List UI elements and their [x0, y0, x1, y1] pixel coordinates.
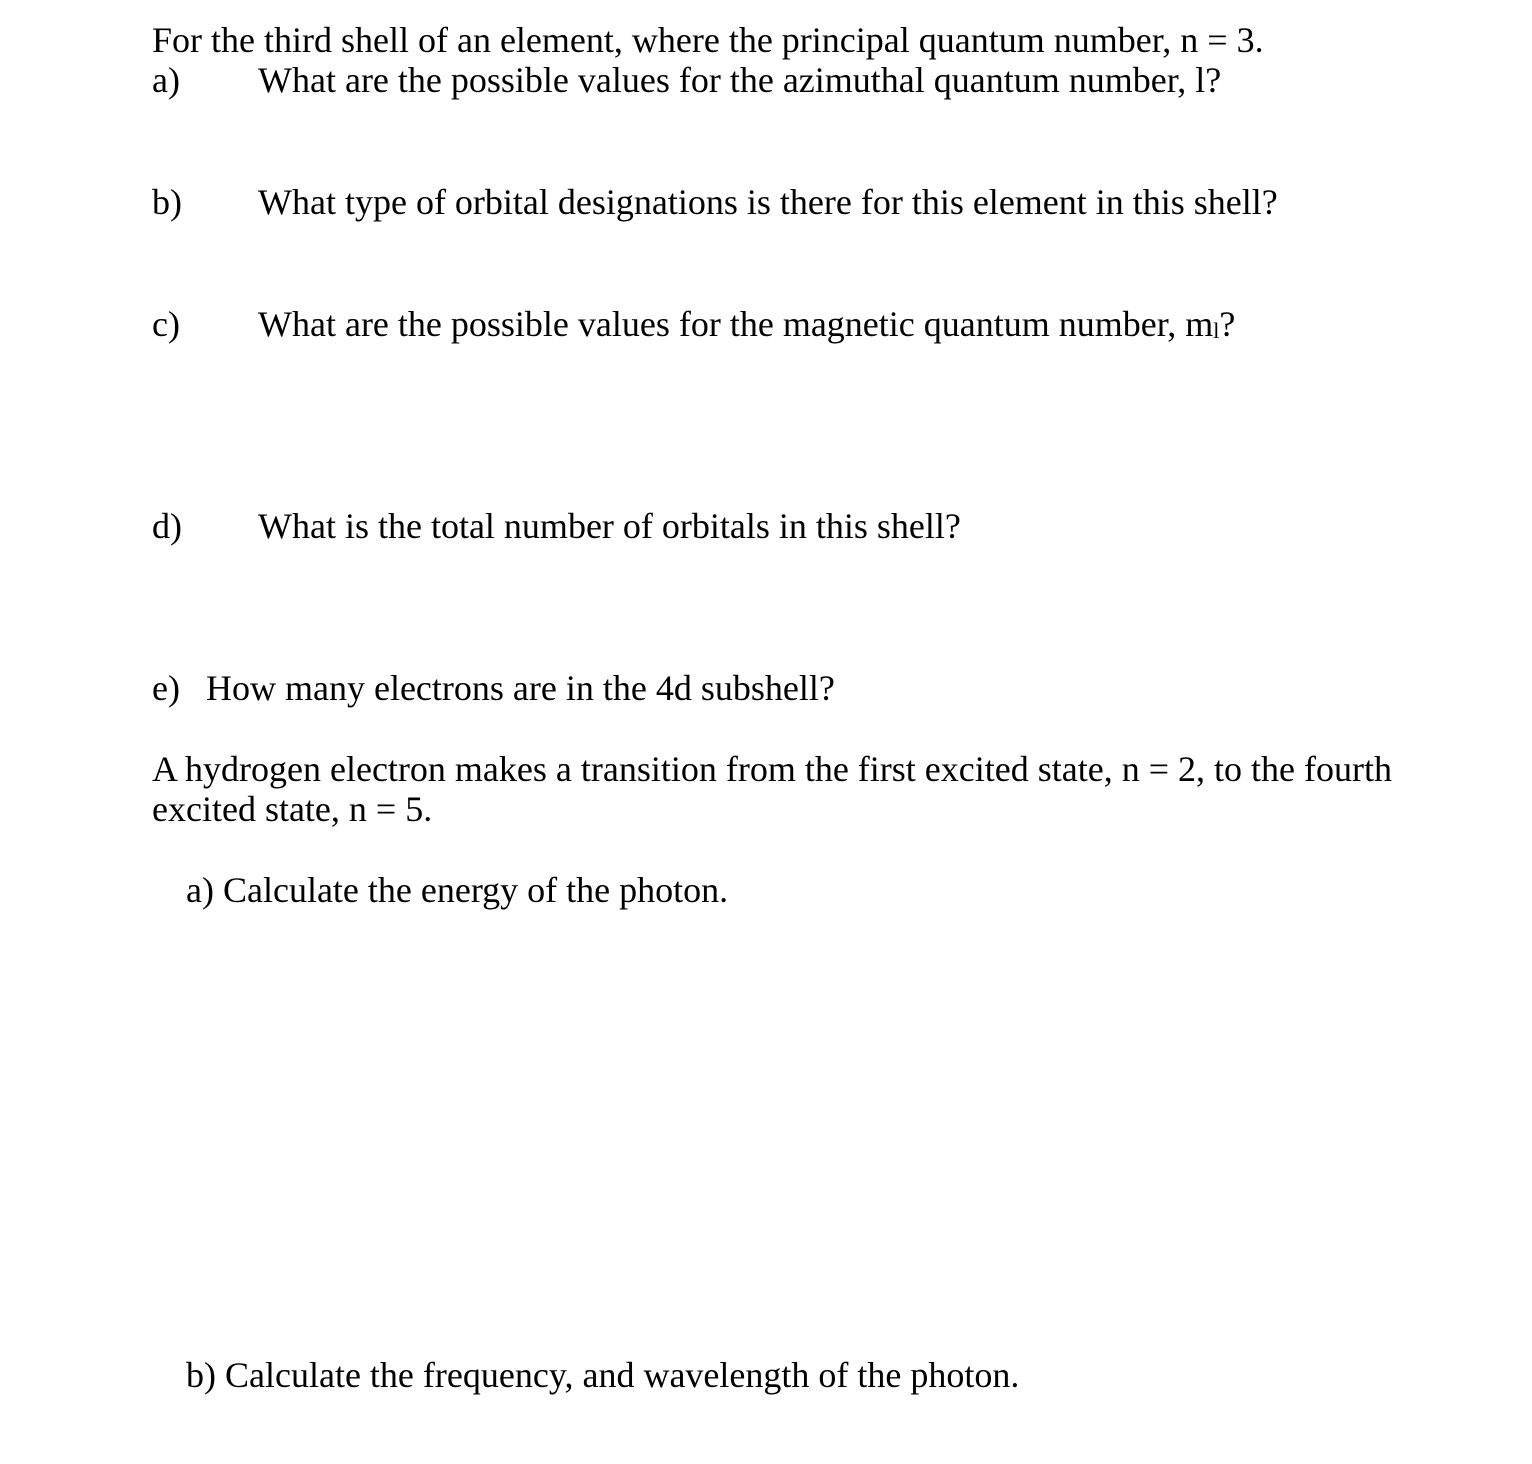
- question-c-text: [258, 304, 1235, 351]
- problem2-question-b: b) Calculate the frequency, and wavelength of the photon.: [186, 1355, 1020, 1395]
- question-a-text: What are the possible values for the azimuthal quantum number, l?: [258, 60, 1222, 100]
- question-label-c: c): [152, 304, 180, 344]
- question-d-text: What is the total number of orbitals in this shell?: [258, 506, 961, 546]
- question-b-text: What type of orbital designations is there for this element in this shell?: [258, 182, 1278, 222]
- question-c-text-end: ?: [1219, 304, 1236, 344]
- question-label-d: d): [152, 506, 182, 546]
- question-c-subscript: l: [1213, 318, 1220, 343]
- question-label-e: e): [152, 668, 180, 708]
- question-e-text: How many electrons are in the 4d subshell?: [206, 668, 835, 708]
- problem2-intro-line2: excited state, n = 5.: [152, 789, 433, 829]
- problem2-question-a: a) Calculate the energy of the photon.: [186, 870, 729, 910]
- question-label-a: a): [152, 60, 180, 100]
- question-c-text-main: What are the possible values for the magnetic quantum number, m: [258, 304, 1214, 344]
- question-label-b: b): [152, 182, 182, 222]
- problem-intro: For the third shell of an element, where the principal quantum number, n = 3.: [152, 20, 1264, 60]
- problem2-intro-line1: A hydrogen electron makes a transition from the first excited state, n = 2, to the fourth: [152, 749, 1392, 789]
